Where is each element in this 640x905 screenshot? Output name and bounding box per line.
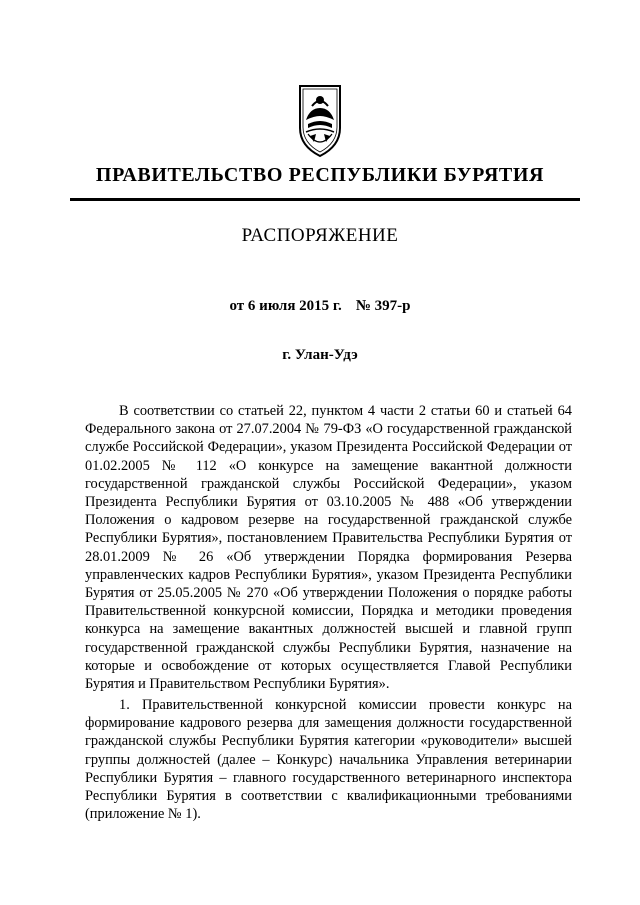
document-number: № 397-р <box>355 298 411 314</box>
header-divider <box>70 198 580 201</box>
document-date: от 6 июля 2015 г. <box>229 298 342 314</box>
buryatia-coat-of-arms-icon <box>296 76 344 162</box>
document-type: РАСПОРЯЖЕНИЕ <box>241 225 399 246</box>
government-title: ПРАВИТЕЛЬСТВО РЕСПУБЛИКИ БУРЯТИЯ <box>95 164 545 186</box>
document-city: г. Улан-Удэ <box>282 347 358 363</box>
preamble-paragraph: В соответствии со статьей 22, пунктом 4 части 2 статьи 60 и статьей 64 Федерального закона от 27.07.2004 № 79-ФЗ «О государственной гражданской службе Российской Федерации», указом Президента Российской Федерации от 01.02.2005 № 112 «О конкурсе на замещение вакантной должности государственной гражданской службы Российской Федерации», указом Президента Республики Бурятия от 03.10.2005 № 488 «Об утверждении Положения о кадровом резерве на государственной гражданской службе Республики Бурятия», постановлением Правительства Республики Бурятия от 28.01.2009 № 26 «Об утверждении Порядка формирования Резерва управленческих кадров Республики Бурятия», указом Президента Республики Бурятия от 25.05.2005 № 270 «Об утверждении Положения о порядке работы Правительственной конкурсной комиссии, Порядка и методики проведения конкурса на замещение вакантных должностей высшей и главной групп государственной гражданской службы Республики Бурятия, назначение на которые и освобождение от которых осуществляется Главой Республики Бурятия и Правительством Республики Бурятия». <box>85 403 572 693</box>
document-date-number <box>0 298 640 315</box>
item-1-paragraph: 1. Правительственной конкурсной комиссии провести конкурс на формирование кадрового резерва для замещения должности государственной гражданской службы Республики Бурятия категории «руководители» высшей группы должностей (далее – Конкурс) начальника Управления ветеринарии Республики Бурятия – главного государственного ветеринарного инспектора Республики Бурятия в соответствии с квалификационными требованиями (приложение № 1). <box>85 697 572 823</box>
